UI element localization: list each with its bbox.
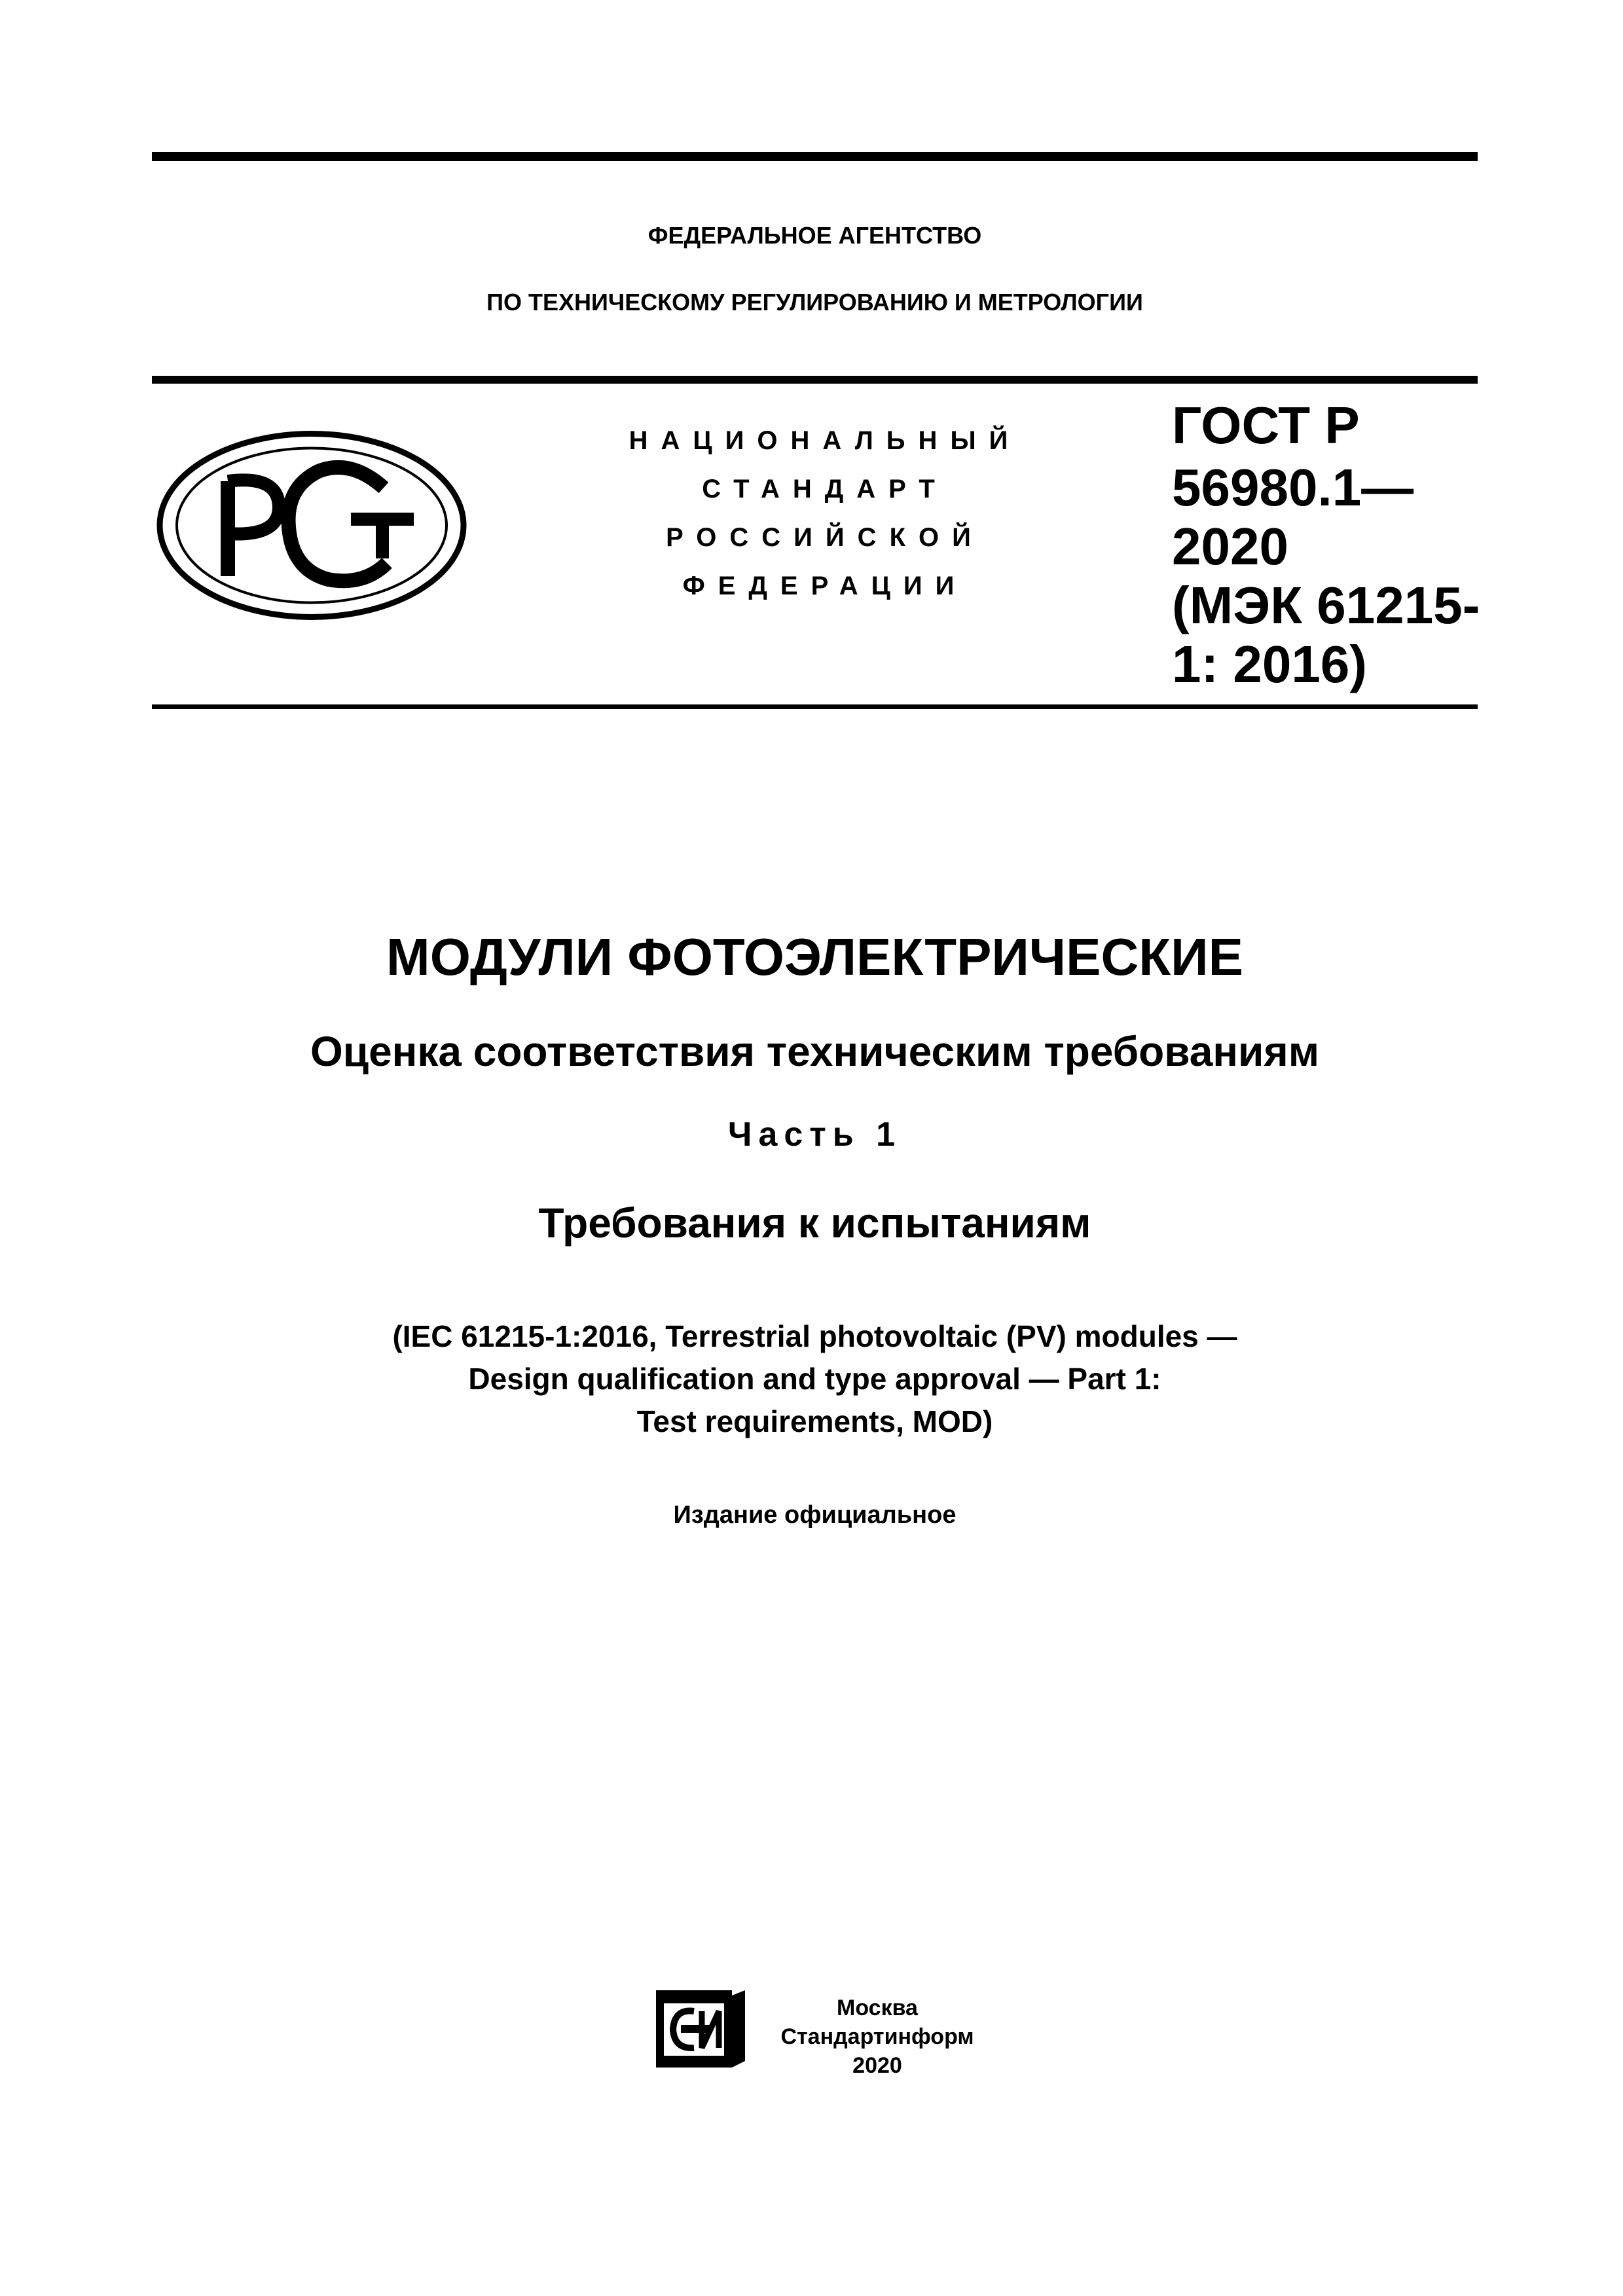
standard-type-line-2: СТАНДАРТ — [702, 475, 948, 503]
main-title: МОДУЛИ ФОТОЭЛЕКТРИЧЕСКИЕ — [386, 928, 1243, 986]
publisher-name: Стандартинформ — [780, 2024, 974, 2049]
standard-type-line-4: ФЕДЕРАЦИИ — [682, 572, 968, 600]
standard-type-line-1: НАЦИОНАЛЬНЫЙ — [629, 426, 1021, 455]
agency-line-1: ФЕДЕРАЛЬНОЕ АГЕНТСТВО — [647, 222, 982, 249]
gost-number-line-4: (МЭК 61215- — [1172, 576, 1480, 634]
part-label: Часть 1 — [727, 1116, 902, 1154]
gost-number-line-5: 1: 2016) — [1172, 635, 1367, 693]
part-title: Требования к испытаниям — [538, 1199, 1091, 1247]
agency-line-2: ПО ТЕХНИЧЕСКОМУ РЕГУЛИРОВАНИЮ И МЕТРОЛОГИИ — [486, 289, 1143, 316]
standard-bottom-rule — [152, 704, 1478, 709]
gost-number-line-2: 56980.1— — [1172, 458, 1414, 517]
iec-reference-line-2: Design qualification and type approval — Part 1: — [468, 1362, 1161, 1396]
top-rule — [152, 152, 1478, 161]
standard-type-line-3: РОССИЙСКОЙ — [666, 523, 984, 552]
iec-reference-line-1: (IEC 61215-1:2016, Terrestrial photovoltaic (PV) modules — — [392, 1319, 1237, 1353]
publisher-year: 2020 — [852, 2053, 902, 2078]
gost-number-line-1: ГОСТ Р — [1172, 396, 1360, 454]
gost-logo-icon — [155, 429, 469, 622]
edition-note: Издание официальное — [673, 1501, 957, 1529]
iec-reference-line-3: Test requirements, MOD) — [636, 1404, 993, 1438]
header-rule — [152, 376, 1478, 384]
publisher-logo-icon — [655, 1989, 746, 2070]
gost-number-line-3: 2020 — [1172, 517, 1288, 575]
publisher-city: Москва — [837, 1995, 918, 2020]
subtitle: Оценка соответствия техническим требованиям — [310, 1028, 1320, 1075]
